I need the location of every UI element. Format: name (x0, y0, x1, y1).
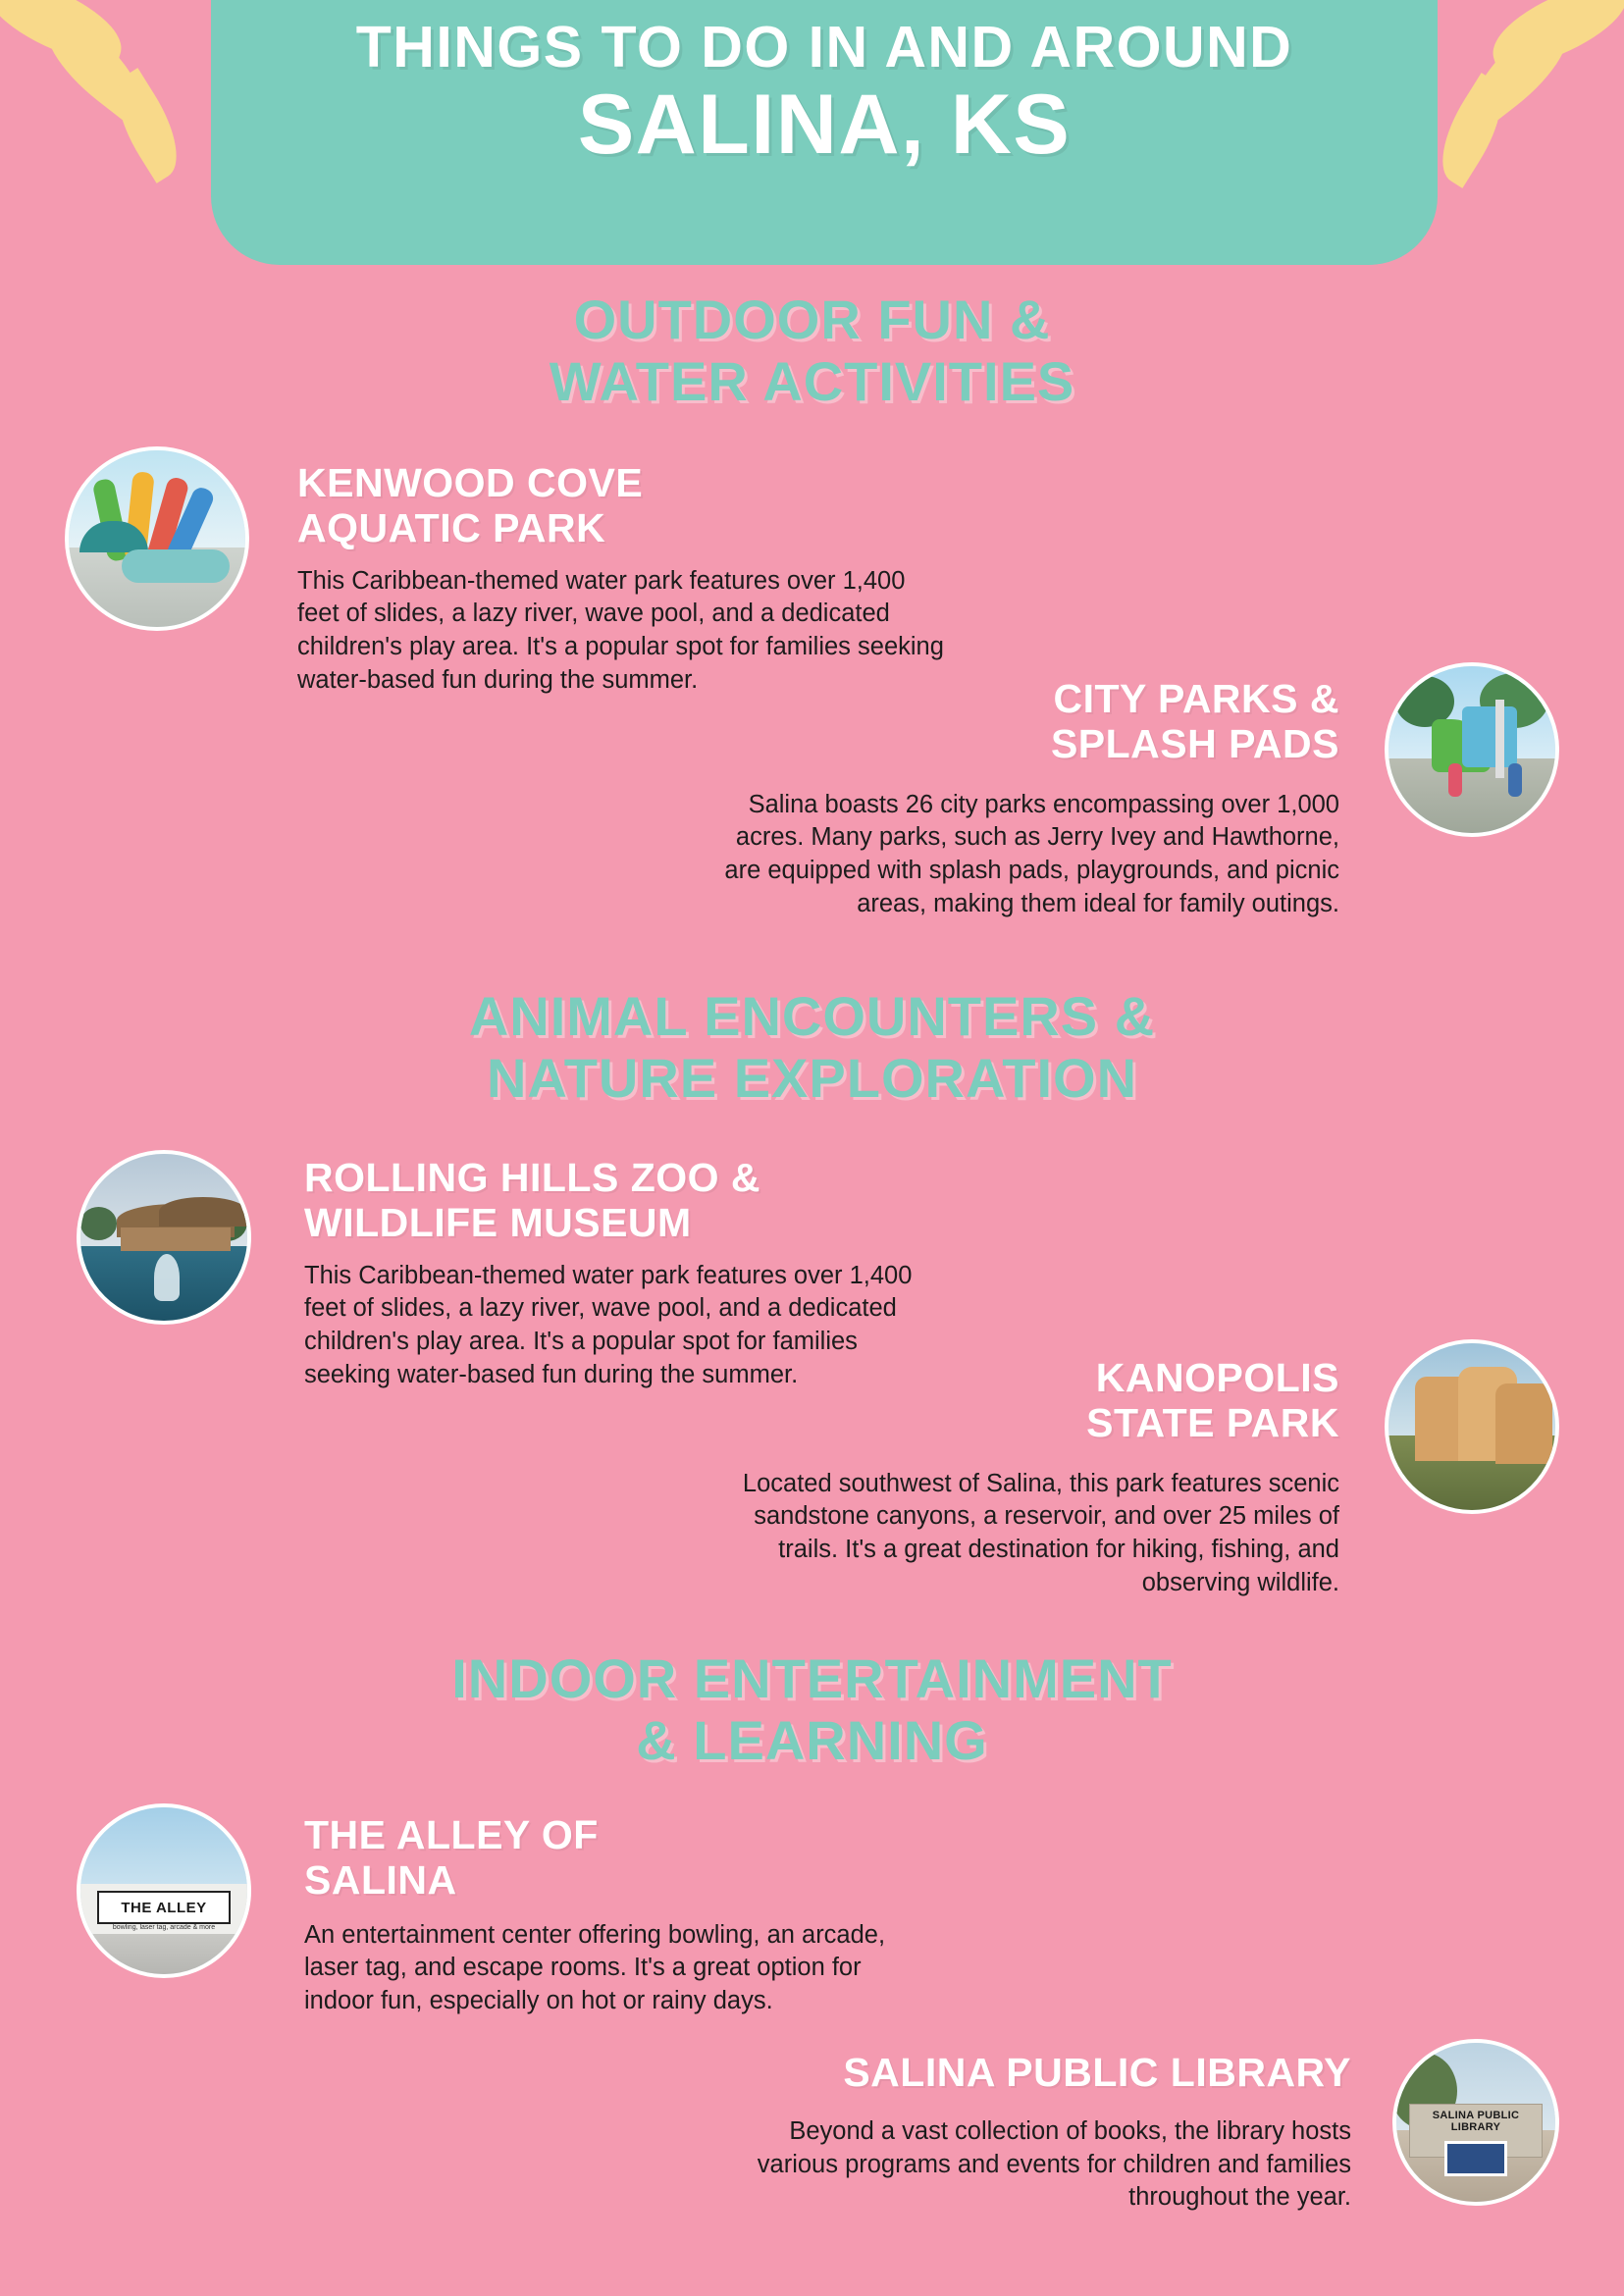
rolling-hills-zoo-photo (77, 1150, 251, 1325)
city-parks-splash-pads-photo (1385, 662, 1559, 837)
entry-title-line1: KENWOOD COVE (297, 460, 644, 505)
entry-title (702, 1356, 1339, 1446)
section-title-line2: & LEARNING (636, 1708, 988, 1771)
entry-title-line2: SALINA (304, 1856, 457, 1903)
entry-the-alley-of-salina (304, 1813, 932, 2018)
entry-title-line1: CITY PARKS & (1053, 676, 1339, 721)
library-sign-text: SALINA PUBLIC LIBRARY (1432, 2110, 1520, 2134)
section-title-animal-encounters (0, 986, 1624, 1109)
entry-body: This Caribbean-themed water park features over 1,400 feet of slides, a lazy river, wave pool, and a dedicated children's play area. It's a popular spot for families seeking water-based fun during the summer. (297, 566, 944, 694)
section-title-line1: OUTDOOR FUN & (573, 288, 1051, 350)
entry-body: An entertainment center offering bowling, an arcade, laser tag, and escape rooms. It's a great option for indoor fun, especially on hot or rainy days. (304, 1920, 886, 2015)
entry-title-line2: SPLASH PADS (1050, 720, 1339, 766)
section-title-line2: NATURE EXPLORATION (486, 1046, 1138, 1109)
section-title-outdoor-fun (0, 289, 1624, 412)
entry-city-parks-splash-pads (702, 677, 1339, 920)
section-title-indoor-entertainment (0, 1648, 1624, 1771)
entry-salina-public-library (704, 2051, 1351, 2215)
kenwood-cove-photo (65, 446, 249, 631)
entry-body: This Caribbean-themed water park features over 1,400 feet of slides, a lazy river, wave pool, and a dedicated children's play area. It's a popular spot for families seeking water-based fun during the summer. (304, 1261, 913, 1388)
entry-title-line1: ROLLING HILLS ZOO & (304, 1155, 761, 1200)
section-title-line2: WATER ACTIVITIES (549, 349, 1075, 412)
kanopolis-state-park-photo (1385, 1339, 1559, 1514)
entry-title-line1: SALINA PUBLIC LIBRARY (843, 2050, 1351, 2095)
entry-title (297, 461, 945, 551)
entry-title (304, 1813, 932, 1904)
the-alley-sign-text: THE ALLEY (97, 1891, 231, 1924)
entry-body: Located southwest of Salina, this park features scenic sandstone canyons, a reservoir, and over 25 miles of trails. It's a great destination for hiking, fishing, and observing wildlife. (742, 1469, 1339, 1596)
section-title-line1: ANIMAL ENCOUNTERS & (468, 985, 1156, 1047)
entry-title-line2: AQUATIC PARK (297, 504, 606, 550)
entry-title-line1: THE ALLEY OF (304, 1812, 599, 1857)
entry-title-line1: KANOPOLIS (1095, 1355, 1339, 1400)
entry-kenwood-cove (297, 461, 945, 697)
the-alley-photo (77, 1803, 251, 1978)
the-alley-sign-subtext: bowling, laser tag, arcade & more (112, 1924, 216, 1931)
header-title-line2: SALINA, KS (577, 77, 1072, 172)
section-title-line1: INDOOR ENTERTAINMENT (451, 1647, 1173, 1709)
entry-title (304, 1156, 952, 1246)
salina-public-library-photo (1392, 2039, 1559, 2206)
header-title-line1: THINGS TO DO IN AND AROUND (355, 15, 1293, 79)
entry-body: Beyond a vast collection of books, the library hosts various programs and events for children and families throughout the year. (757, 2116, 1351, 2212)
entry-title-line2: STATE PARK (1086, 1399, 1339, 1445)
entry-kanopolis-state-park (702, 1356, 1339, 1599)
header-banner (211, 0, 1438, 265)
entry-title (702, 677, 1339, 767)
entry-title-line2: WILDLIFE MUSEUM (304, 1199, 692, 1245)
entry-body: Salina boasts 26 city parks encompassing over 1,000 acres. Many parks, such as Jerry Ivey and Hawthorne, are equipped with splash pads, playgrounds, and picnic areas, making them ideal for family outings. (724, 790, 1339, 917)
entry-title (704, 2051, 1351, 2096)
